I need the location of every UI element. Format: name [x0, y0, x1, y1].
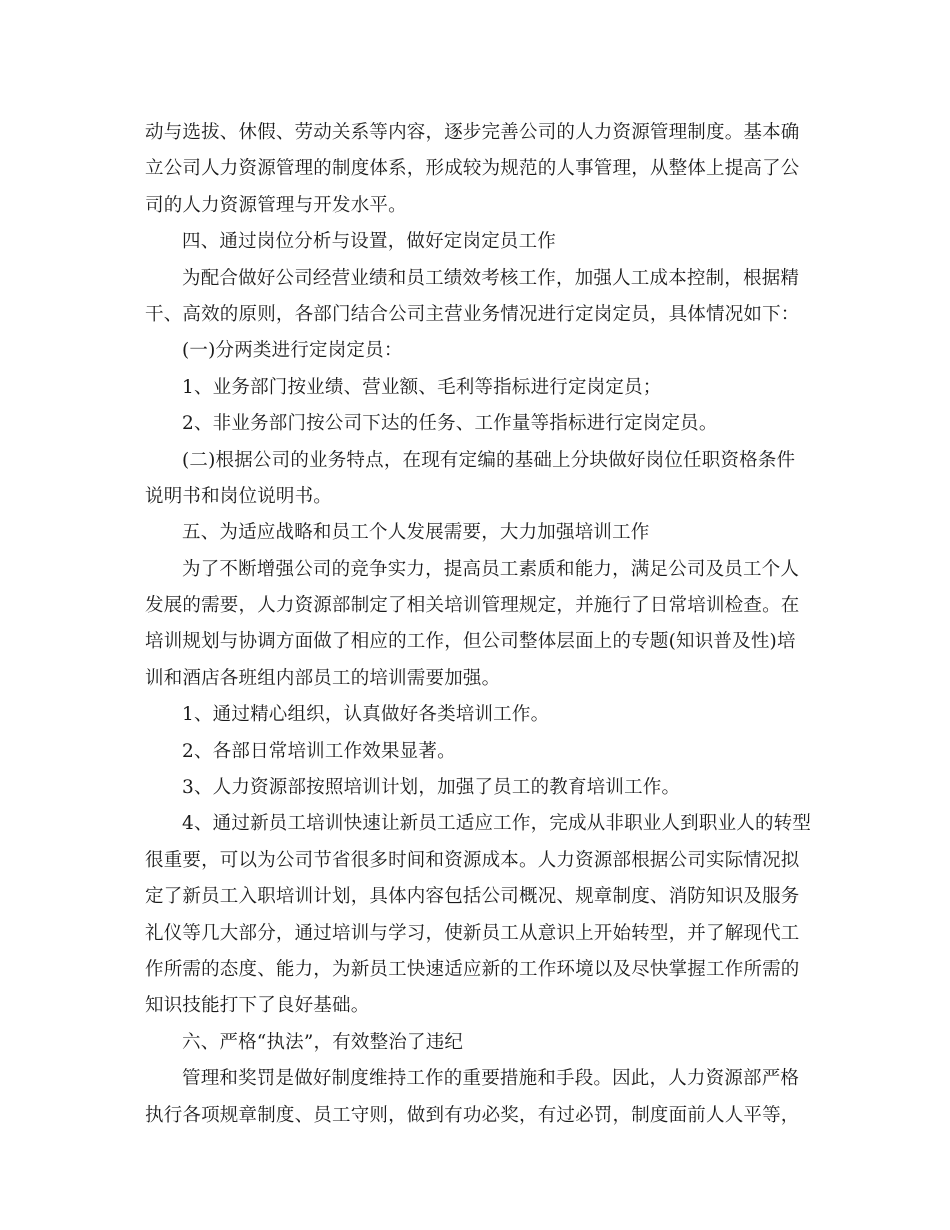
text-line: 培训规划与协调方面做了相应的工作，但公司整体层面上的专题(知识普及性)培 — [145, 631, 796, 653]
text-line: 立公司人力资源管理的制度体系，形成较为规范的人事管理，从整体上提高了公 — [145, 158, 800, 180]
text-line: 定了新员工入职培训计划，具体内容包括公司概况、规章制度、消防知识及服务 — [145, 886, 800, 908]
text-line: 发展的需要，人力资源部制定了相关培训管理规定，并施行了日常培训检查。在 — [145, 595, 800, 617]
text-line: 1、业务部门按业绩、营业额、毛利等指标进行定岗定员； — [182, 376, 662, 398]
text-line: 六、严格“执法”，有效整治了违纪 — [182, 1031, 464, 1053]
text-line: 4、通过新员工培训快速让新员工适应工作，完成从非职业人到职业人的转型 — [182, 813, 812, 835]
text-line: 2、非业务部门按公司下达的任务、工作量等指标进行定岗定员。 — [182, 413, 718, 435]
text-line: 为配合做好公司经营业绩和员工绩效考核工作，加强人工成本控制，根据精 — [182, 267, 800, 289]
text-line: 1、通过精心组织，认真做好各类培训工作。 — [182, 704, 550, 726]
text-line: 四、通过岗位分析与设置，做好定岗定员工作 — [182, 231, 557, 253]
text-line: 2、各部日常培训工作效果显著。 — [182, 740, 456, 762]
text-line: 司的人力资源管理与开发水平。 — [145, 194, 407, 216]
text-line: 很重要，可以为公司节省很多时间和资源成本。人力资源部根据公司实际情况拟 — [145, 849, 800, 871]
text-line: 管理和奖罚是做好制度维持工作的重要措施和手段。因此，人力资源部严格 — [182, 1068, 800, 1090]
text-line: 干、高效的原则，各部门结合公司主营业务情况进行定岗定员，具体情况如下： — [145, 303, 800, 325]
text-line: 为了不断增强公司的竞争实力，提高员工素质和能力，满足公司及员工个人 — [182, 558, 800, 580]
text-line: 礼仪等几大部分，通过培训与学习，使新员工从意识上开始转型，并了解现代工 — [145, 922, 800, 944]
text-line: 动与选拔、休假、劳动关系等内容，逐步完善公司的人力资源管理制度。基本确 — [145, 122, 800, 143]
text-line: 训和酒店各班组内部员工的培训需要加强。 — [145, 667, 501, 689]
text-line: 说明书和岗位说明书。 — [145, 485, 333, 507]
text-line: 作所需的态度、能力，为新员工快速适应新的工作环境以及尽快掌握工作所需的 — [145, 958, 800, 980]
text-line: (二)根据公司的业务特点，在现有定编的基础上分块做好岗位任职资格条件 — [182, 449, 796, 471]
text-line: 3、人力资源部按照培训计划，加强了员工的教育培训工作。 — [182, 777, 681, 799]
text-line: (一)分两类进行定岗定员： — [182, 340, 403, 362]
text-line: 知识技能打下了良好基础。 — [145, 995, 370, 1017]
document-body — [145, 115, 810, 1134]
text-line: 五、为适应战略和员工个人发展需要，大力加强培训工作 — [182, 522, 650, 544]
text-line: 执行各项规章制度、员工守则，做到有功必奖，有过必罚，制度面前人人平等， — [145, 1104, 800, 1126]
